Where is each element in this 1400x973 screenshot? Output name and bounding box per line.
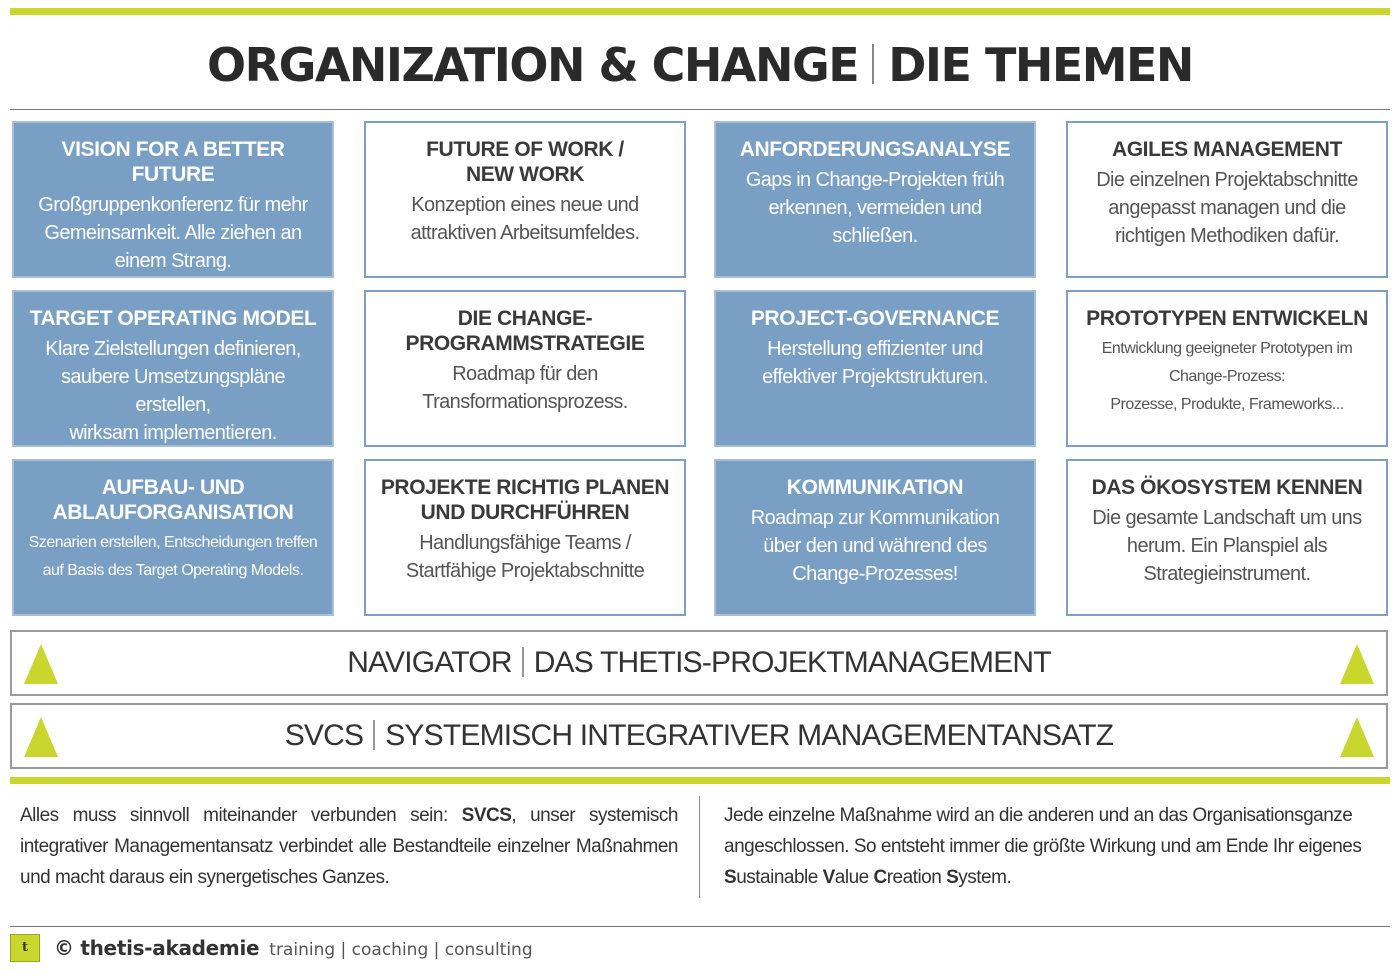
topic-title: PROJEKTE RICHTIG PLANEN UND DURCHFÜHREN xyxy=(380,476,670,524)
paragraph-right xyxy=(724,800,1384,893)
thetis-logo: t xyxy=(10,934,40,962)
topic-title: AUFBAU- UND ABLAUFORGANISATION xyxy=(52,476,294,524)
topic-text: Die einzelnen Projektabschnitte angepasst managen und die richtigen Methodiken dafür. xyxy=(1096,169,1358,247)
topic-text: Herstellung effizienter und effektiver Projektstrukturen. xyxy=(762,338,988,388)
footer-services: training | coaching | consulting xyxy=(269,940,533,960)
topic-box-projekte-planen xyxy=(364,459,686,616)
svcs-word: ystem. xyxy=(958,867,1012,888)
banner-separator xyxy=(373,720,375,750)
svcs-word: ustainable xyxy=(736,867,823,888)
footer-rule xyxy=(10,926,1390,927)
topic-box-prototypen xyxy=(1066,290,1388,447)
svcs-word: alue xyxy=(834,867,874,888)
topic-text: Roadmap zur Kommunikation über den und während des Change-Prozesses! xyxy=(750,507,1000,585)
topic-title: PROTOTYPEN ENTWICKELN xyxy=(1086,307,1368,330)
top-accent-bar xyxy=(10,8,1390,15)
paragraph-right-text: Jede einzelne Maßnahme wird an die anderen und an das Organisationsganze angeschlossen. So entsteht immer die größte Wirkung und am Ende Ihr eigenes xyxy=(724,805,1362,857)
topic-box-agiles-management xyxy=(1066,121,1388,278)
banner-left: SVCS xyxy=(284,719,364,752)
svcs-letter: V xyxy=(822,867,835,888)
triangle-up-icon xyxy=(1340,717,1374,757)
topic-text: Entwicklung geeigneter Prototypen im Change-Prozess: Prozesse, Produkte, Frameworks... xyxy=(1101,340,1353,413)
topic-text: Handlungsfähige Teams / Startfähige Projektabschnitte xyxy=(405,532,645,582)
svcs-letter: S xyxy=(946,867,959,888)
topic-text: Klare Zielstellungen definieren, saubere Umsetzungspläne erstellen, wirksam implementieren. xyxy=(45,338,301,444)
paragraph-left-bold: SVCS xyxy=(461,805,512,826)
topic-title: FUTURE OF WORK / NEW WORK xyxy=(426,138,624,186)
paragraph-divider xyxy=(699,796,700,898)
topic-title: ANFORDERUNGSANALYSE xyxy=(739,138,1011,161)
triangle-up-icon xyxy=(1340,644,1374,684)
banner-text xyxy=(12,705,1386,767)
svcs-letter: S xyxy=(724,867,737,888)
topic-title: AGILES MANAGEMENT xyxy=(1111,138,1343,161)
banner-right: SYSTEMISCH INTEGRATIVER MANAGEMENTANSATZ xyxy=(385,719,1114,752)
banner-separator xyxy=(522,647,524,677)
topic-title: TARGET OPERATING MODEL xyxy=(29,307,317,330)
topic-box-vision xyxy=(12,121,334,278)
page-title xyxy=(0,38,1400,92)
svcs-word: reation xyxy=(886,867,947,888)
topic-text: Szenarien erstellen, Entscheidungen treffen auf Basis des Target Operating Models. xyxy=(28,534,318,579)
topic-box-target-operating-model xyxy=(12,290,334,447)
banner-svcs xyxy=(10,703,1388,769)
topic-box-change-programmstrategie xyxy=(364,290,686,447)
footer-text xyxy=(54,936,533,960)
banner-left: NAVIGATOR xyxy=(347,646,512,679)
paragraph-left xyxy=(20,800,678,893)
topic-box-oekosystem xyxy=(1066,459,1388,616)
title-right: DIE THEMEN xyxy=(888,38,1193,92)
paragraph-left-after: , unser systemisch integrativer Managementansatz verbindet alle Bestandteile einzelner Maßnahmen und macht daraus ein synergetisches Ganzes. xyxy=(20,805,678,888)
topic-box-future-of-work xyxy=(364,121,686,278)
bottom-accent-bar xyxy=(10,777,1390,784)
banner-right: DAS THETIS-PROJEKTMANAGEMENT xyxy=(533,646,1051,679)
topic-title: DIE CHANGE- PROGRAMMSTRATEGIE xyxy=(405,307,645,355)
topic-box-anforderungsanalyse xyxy=(714,121,1036,278)
title-left: ORGANIZATION & CHANGE xyxy=(207,38,859,92)
topic-box-aufbau-ablauforganisation xyxy=(12,459,334,616)
footer xyxy=(10,934,710,964)
banner-text xyxy=(12,632,1386,694)
banner-navigator xyxy=(10,630,1388,696)
topic-text: Die gesamte Landschaft um uns herum. Ein Planspiel als Strategieinstrument. xyxy=(1092,507,1362,585)
footer-brand: © thetis-akademie xyxy=(54,936,260,960)
topic-text: Konzeption eines neue und attraktiven Arbeitsumfeldes. xyxy=(410,194,640,244)
topic-box-project-governance xyxy=(714,290,1036,447)
topic-title: PROJECT-GOVERNANCE xyxy=(750,307,1000,330)
topic-title: VISION FOR A BETTER FUTURE xyxy=(61,138,285,186)
title-separator xyxy=(872,44,874,84)
topic-text: Roadmap für den Transformationsprozess. xyxy=(422,363,628,413)
topic-text: Gaps in Change-Projekten früh erkennen, vermeiden und schließen. xyxy=(745,169,1005,247)
topic-title: KOMMUNIKATION xyxy=(786,476,964,499)
topic-box-kommunikation xyxy=(714,459,1036,616)
topic-text: Großgruppenkonferenz für mehr Gemeinsamkeit. Alle ziehen an einem Strang. xyxy=(38,194,308,272)
paragraph-left-before: Alles muss sinnvoll miteinander verbunden sein: xyxy=(20,805,462,826)
title-rule xyxy=(10,109,1390,110)
svcs-letter: C xyxy=(873,867,887,888)
topic-title: DAS ÖKOSYSTEM KENNEN xyxy=(1091,476,1363,499)
